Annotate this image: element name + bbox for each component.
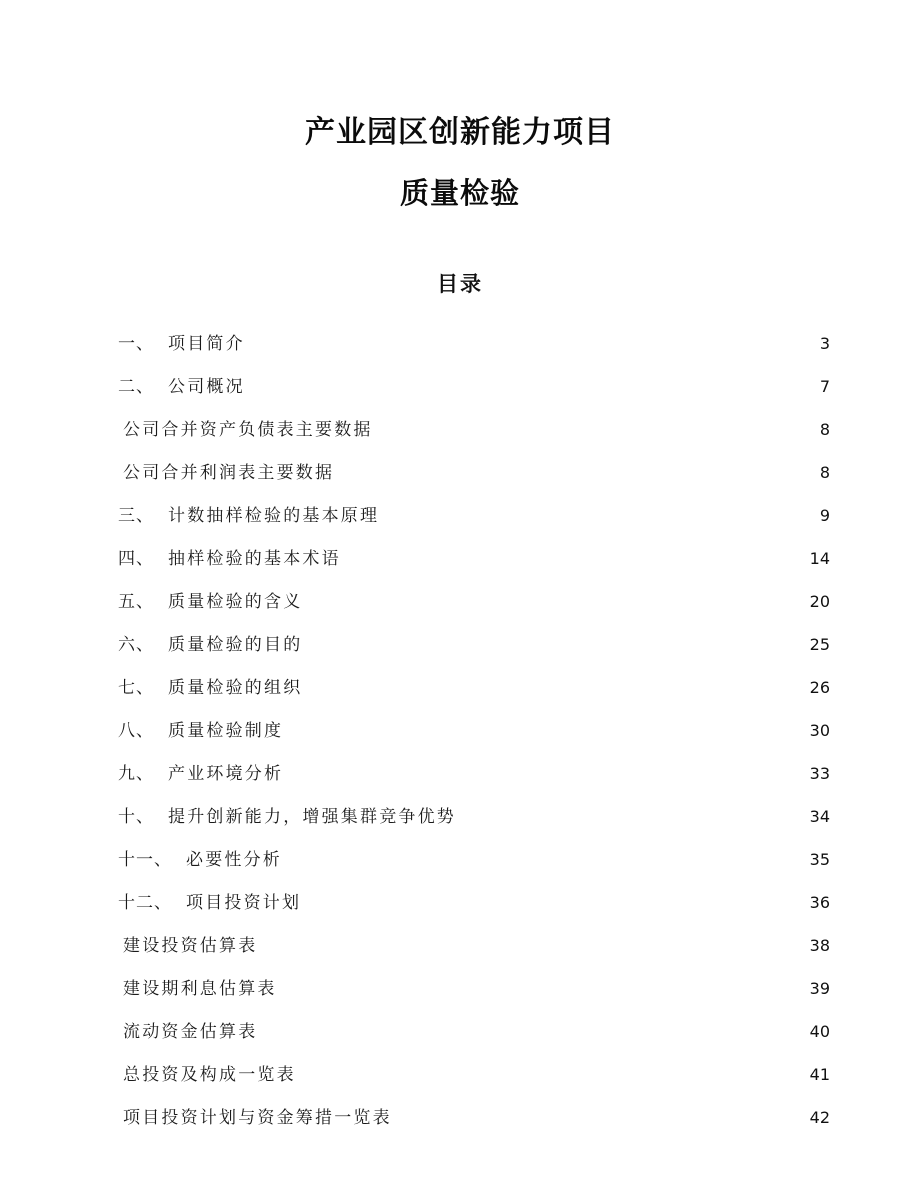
- toc-leader-dots: [301, 891, 808, 908]
- toc-entry-label: 产业环境分析: [168, 764, 284, 784]
- toc-leader-dots: [302, 676, 808, 693]
- toc-entry-label: 提升创新能力，增强集群竞争优势: [168, 807, 456, 827]
- toc-entry-page-number: 8: [819, 420, 830, 439]
- toc-entry[interactable]: [118, 924, 830, 967]
- toc-entry-page-number: 9: [819, 506, 830, 525]
- toc-entry-page-number: 25: [809, 635, 830, 654]
- toc-entry-page-number: 42: [809, 1108, 830, 1127]
- toc-leader-dots: [257, 934, 808, 951]
- toc-entry[interactable]: [118, 365, 830, 408]
- toc-entry-label: 质量检验的含义: [168, 592, 303, 612]
- toc-entry-page-number: 3: [819, 334, 830, 353]
- toc-entry-number: 五、: [118, 592, 154, 612]
- toc-entry[interactable]: [118, 666, 830, 709]
- toc-entry-label: 公司概况: [168, 377, 245, 397]
- toc-entry-label: 总投资及构成一览表: [123, 1065, 296, 1085]
- toc-entry-label: 质量检验的组织: [168, 678, 303, 698]
- toc-leader-dots: [392, 1106, 808, 1123]
- toc-entry-label: 建设投资估算表: [123, 936, 258, 956]
- document-subtitle: 质量检验: [399, 176, 520, 210]
- toc-entry-page-number: 14: [809, 549, 830, 568]
- toc-leader-dots: [334, 461, 808, 478]
- toc-entry[interactable]: [118, 451, 830, 494]
- toc-leader-dots: [296, 1063, 808, 1080]
- toc-leader-dots: [282, 848, 808, 865]
- toc-entry-page-number: 35: [809, 850, 830, 869]
- toc-entry-number: 六、: [118, 635, 154, 655]
- toc-leader-dots: [456, 805, 808, 822]
- toc-entry[interactable]: [118, 838, 830, 881]
- toc-leader-dots: [341, 547, 808, 564]
- toc-leader-dots: [245, 332, 808, 349]
- toc-entry[interactable]: [118, 881, 830, 924]
- toc-entry[interactable]: [118, 709, 830, 752]
- toc-entry-page-number: 20: [809, 592, 830, 611]
- toc-entry[interactable]: [118, 795, 830, 838]
- toc-entry[interactable]: [118, 580, 830, 623]
- toc-entry-number: 十一、: [118, 850, 172, 870]
- table-of-contents: [118, 322, 830, 1139]
- toc-entry-label: 流动资金估算表: [123, 1022, 258, 1042]
- toc-leader-dots: [379, 504, 808, 521]
- toc-entry-number: 十、: [118, 807, 154, 827]
- toc-entry-label: 项目投资计划: [186, 893, 302, 913]
- toc-entry-label: 抽样检验的基本术语: [168, 549, 341, 569]
- toc-entry-page-number: 30: [809, 721, 830, 740]
- toc-entry[interactable]: [118, 494, 830, 537]
- toc-leader-dots: [302, 633, 808, 650]
- toc-entry-number: 八、: [118, 721, 154, 741]
- toc-entry[interactable]: [118, 1053, 830, 1096]
- toc-entry-page-number: 8: [819, 463, 830, 482]
- toc-entry-page-number: 36: [809, 893, 830, 912]
- toc-entry-number: 十二、: [118, 893, 172, 913]
- toc-entry[interactable]: [118, 1096, 830, 1139]
- toc-leader-dots: [302, 590, 808, 607]
- toc-entry-number: 二、: [118, 377, 154, 397]
- toc-entry-number: 三、: [118, 506, 154, 526]
- toc-leader-dots: [283, 719, 808, 736]
- toc-entry[interactable]: [118, 752, 830, 795]
- toc-entry-label: 建设期利息估算表: [123, 979, 277, 999]
- toc-entry-page-number: 41: [809, 1065, 830, 1084]
- toc-entry-page-number: 7: [819, 377, 830, 396]
- toc-leader-dots: [245, 375, 808, 392]
- toc-entry-number: 九、: [118, 764, 154, 784]
- toc-entry-label: 公司合并资产负债表主要数据: [123, 420, 373, 440]
- toc-entry[interactable]: [118, 408, 830, 451]
- toc-entry-page-number: 33: [809, 764, 830, 783]
- toc-entry-label: 项目简介: [168, 334, 245, 354]
- toc-entry-page-number: 39: [809, 979, 830, 998]
- toc-entry[interactable]: [118, 537, 830, 580]
- toc-entry-page-number: 38: [809, 936, 830, 955]
- toc-entry[interactable]: [118, 967, 830, 1010]
- toc-leader-dots: [277, 977, 808, 994]
- toc-leader-dots: [257, 1020, 808, 1037]
- toc-entry-number: 七、: [118, 678, 154, 698]
- document-title: 产业园区创新能力项目: [305, 115, 615, 150]
- toc-entry-label: 质量检验的目的: [168, 635, 303, 655]
- toc-entry-page-number: 26: [809, 678, 830, 697]
- toc-entry[interactable]: [118, 1010, 830, 1053]
- toc-entry[interactable]: [118, 322, 830, 365]
- toc-entry-number: 四、: [118, 549, 154, 569]
- toc-leader-dots: [373, 418, 808, 435]
- toc-entry-page-number: 40: [809, 1022, 830, 1041]
- toc-entry-label: 计数抽样检验的基本原理: [168, 506, 380, 526]
- toc-entry-label: 项目投资计划与资金筹措一览表: [123, 1108, 392, 1128]
- toc-entry[interactable]: [118, 623, 830, 666]
- toc-entry-number: 一、: [118, 334, 154, 354]
- toc-entry-label: 质量检验制度: [168, 721, 284, 741]
- toc-entry-page-number: 34: [809, 807, 830, 826]
- toc-leader-dots: [283, 762, 808, 779]
- toc-entry-label: 必要性分析: [186, 850, 282, 870]
- toc-entry-label: 公司合并利润表主要数据: [123, 463, 335, 483]
- table-of-contents-heading: 目录: [437, 271, 483, 296]
